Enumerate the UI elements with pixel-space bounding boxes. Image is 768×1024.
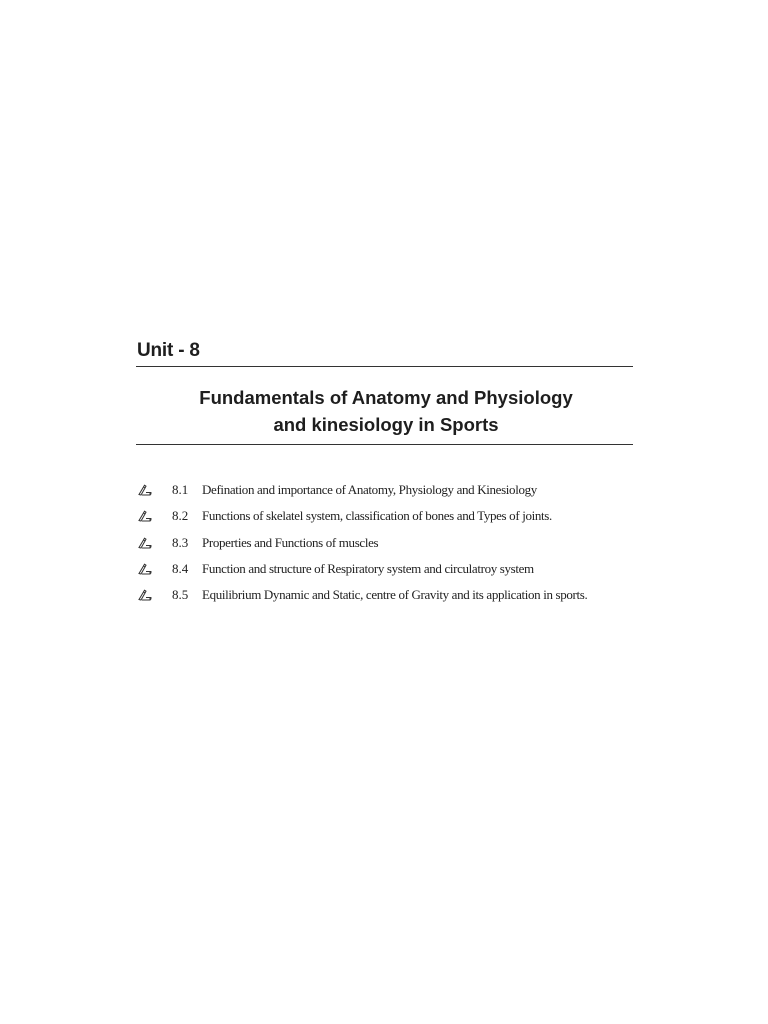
chapter-title-line-1: Fundamentals of Anatomy and Physiology bbox=[199, 387, 573, 408]
topic-number: 8.2 bbox=[172, 508, 189, 524]
writing-hand-icon bbox=[138, 537, 152, 549]
unit-heading: Unit - 8 bbox=[137, 340, 200, 361]
topic-text: Function and structure of Respiratory system and circulatroy system bbox=[202, 561, 534, 577]
topic-number: 8.1 bbox=[172, 482, 189, 498]
writing-hand-icon bbox=[138, 510, 152, 522]
list-item bbox=[138, 556, 587, 582]
topic-list bbox=[138, 477, 587, 608]
topic-number: 8.3 bbox=[172, 534, 189, 550]
list-item bbox=[138, 530, 587, 556]
chapter-title-line-2: and kinesiology in Sports bbox=[273, 414, 499, 435]
writing-hand-icon bbox=[138, 563, 152, 575]
topic-text: Defination and importance of Anatomy, Physiology and Kinesiology bbox=[202, 482, 537, 498]
topic-text: Equilibrium Dynamic and Static, centre of Gravity and its application in sports. bbox=[202, 587, 588, 603]
heading-divider-top bbox=[136, 366, 633, 367]
chapter-title bbox=[136, 384, 636, 438]
heading-divider-bottom bbox=[136, 444, 633, 445]
list-item bbox=[138, 582, 587, 608]
list-item bbox=[138, 477, 587, 503]
writing-hand-icon bbox=[138, 589, 152, 601]
topic-text: Properties and Functions of muscles bbox=[202, 534, 379, 550]
topic-number: 8.5 bbox=[172, 587, 189, 603]
list-item bbox=[138, 503, 587, 529]
topic-number: 8.4 bbox=[172, 561, 189, 577]
topic-text: Functions of skelatel system, classification of bones and Types of joints. bbox=[202, 508, 552, 524]
writing-hand-icon bbox=[138, 484, 152, 496]
